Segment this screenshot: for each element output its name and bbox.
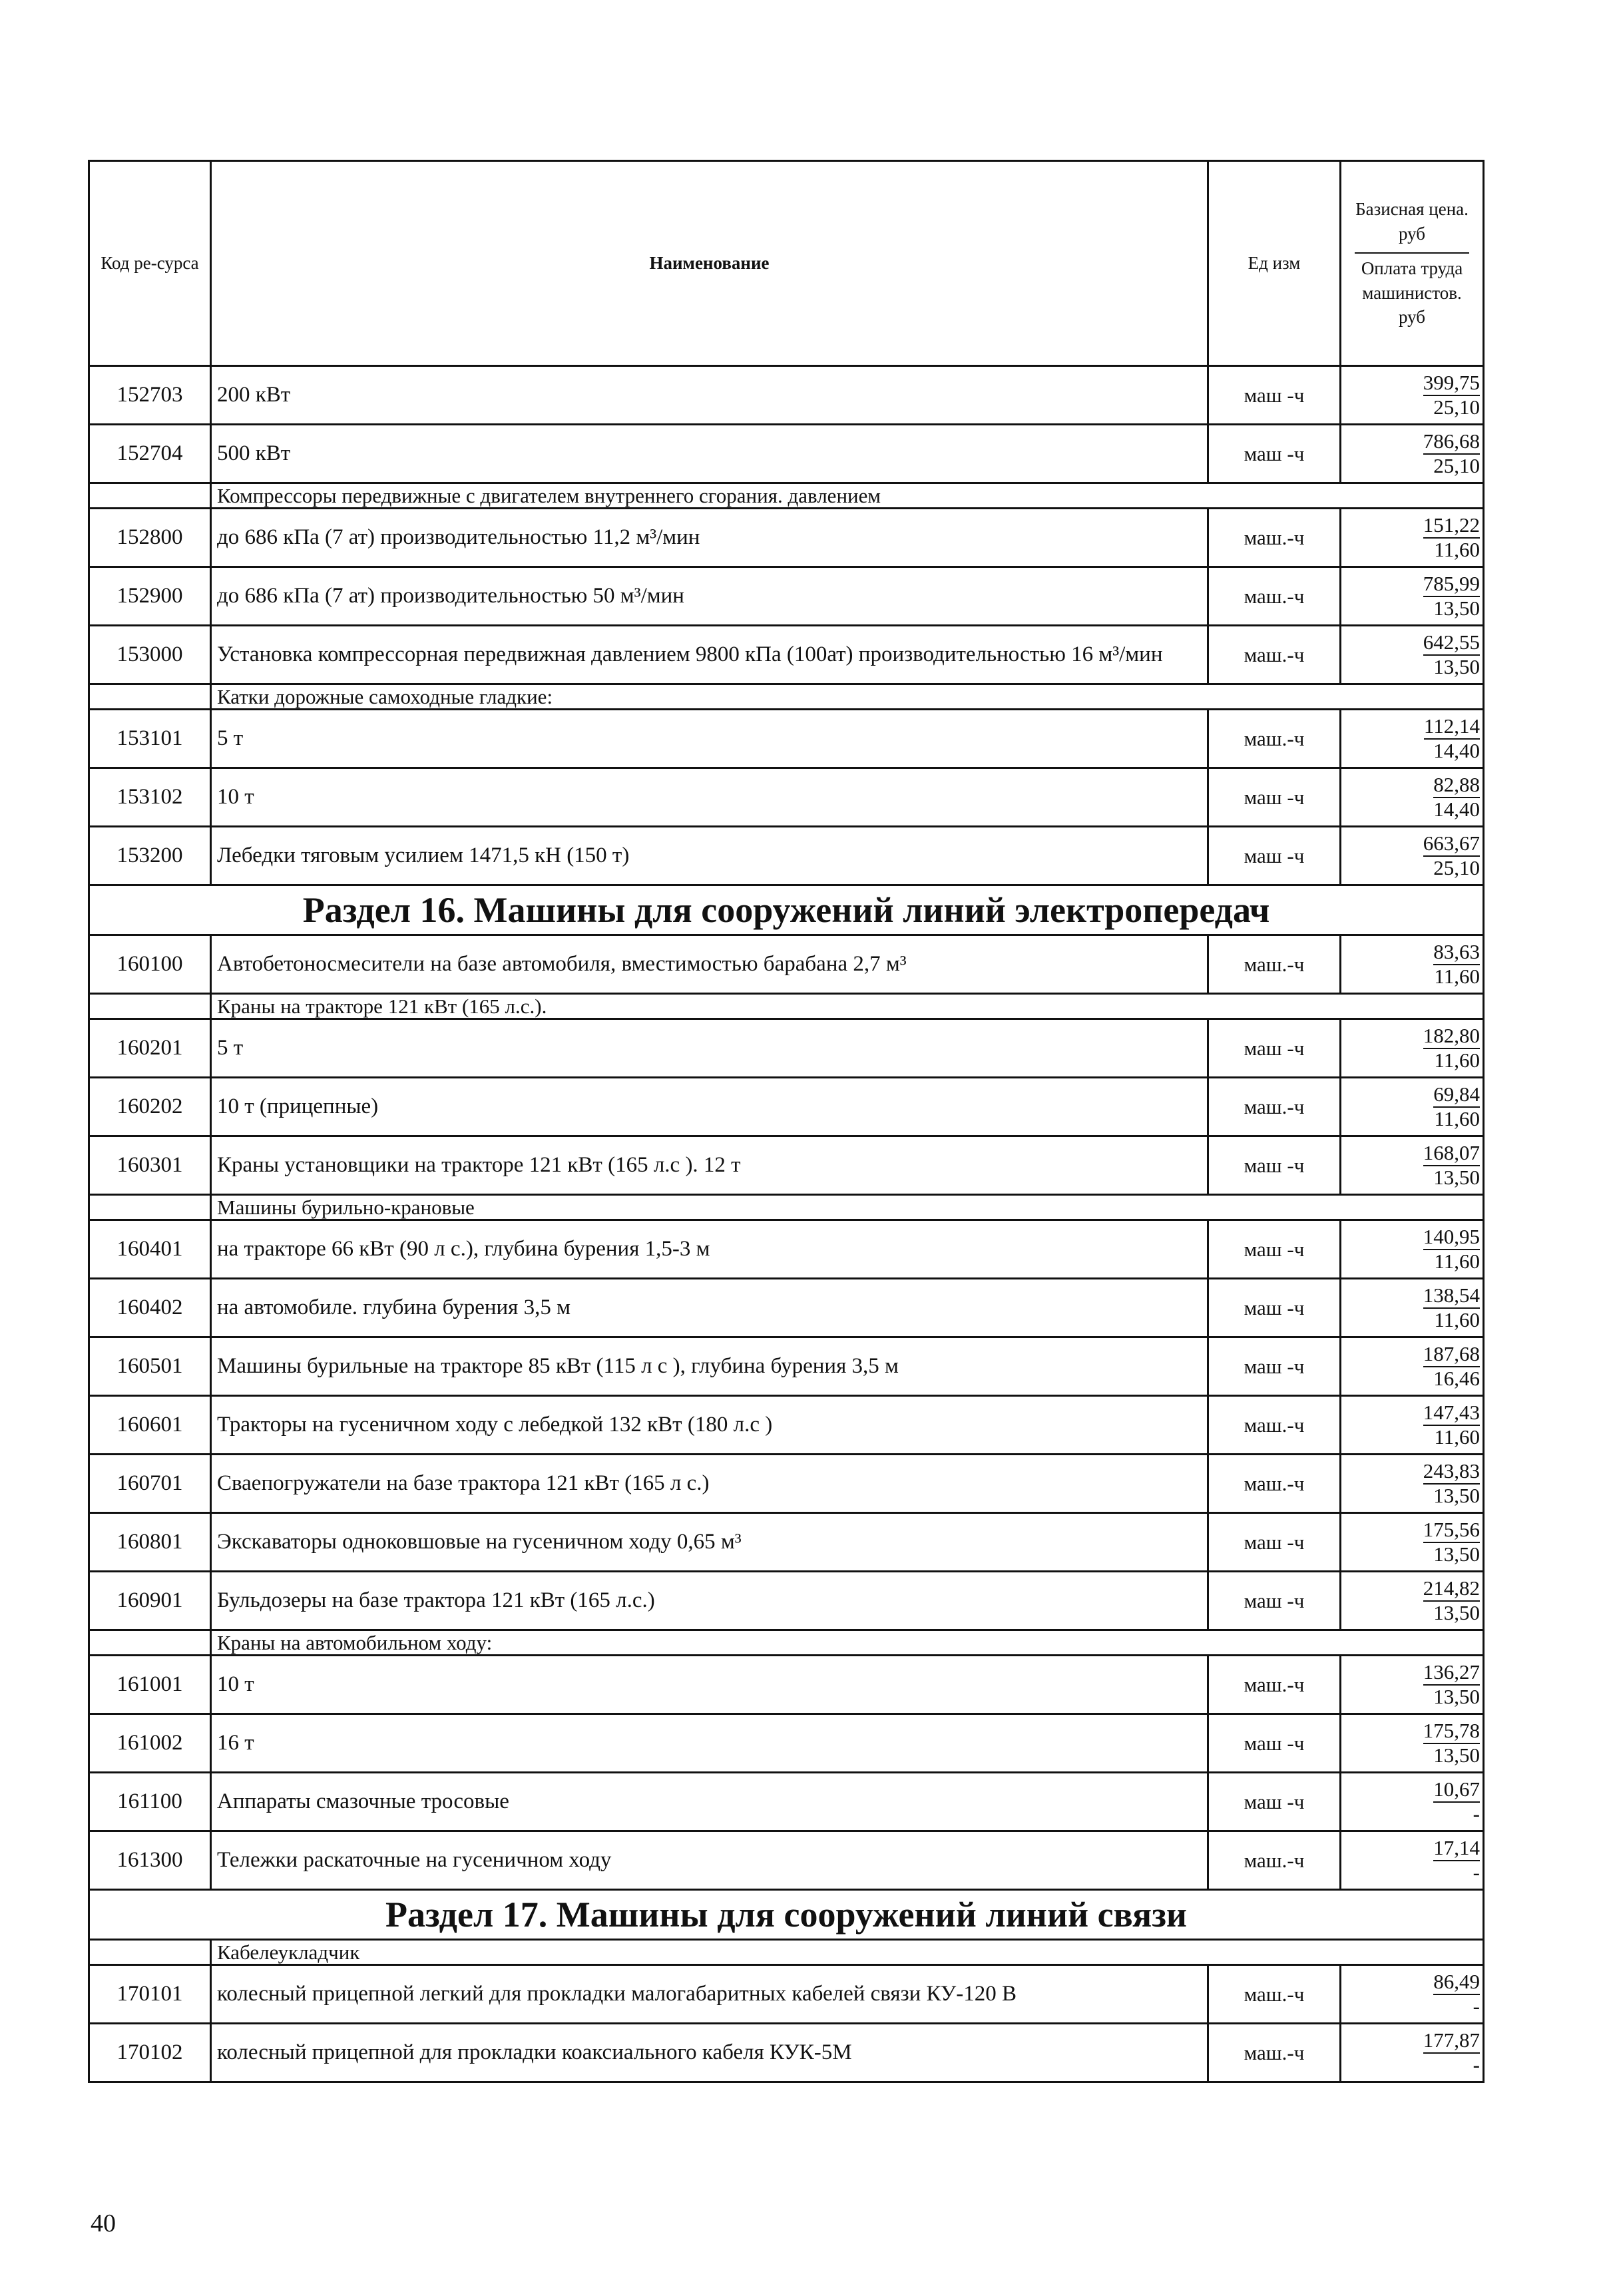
table-row xyxy=(89,1513,1484,1572)
base-price: 10,67 xyxy=(1433,1778,1480,1803)
resource-name xyxy=(211,1455,1208,1513)
unit: маш -ч xyxy=(1208,425,1341,483)
operator-wage: - xyxy=(1473,1801,1480,1825)
resource-name xyxy=(211,567,1208,626)
resource-name-text: 500 кВт xyxy=(217,441,291,466)
price-cell xyxy=(1341,425,1484,483)
operator-wage: - xyxy=(1473,1994,1480,2018)
resource-name-text: Аппараты смазочные тросовые xyxy=(217,1789,509,1814)
resource-name xyxy=(211,1136,1208,1195)
price-box xyxy=(1344,1460,1480,1507)
price-cell xyxy=(1341,1831,1484,1890)
operator-wage: 13,50 xyxy=(1433,1600,1480,1624)
base-price: 17,14 xyxy=(1433,1837,1480,1861)
resource-name-text: колесный прицепной легкий для прокладки малогабаритных кабелей связи КУ-120 В xyxy=(217,1982,1017,2006)
unit: маш -ч xyxy=(1208,1279,1341,1337)
group-title: Машины бурильно-крановые xyxy=(211,1195,1484,1220)
resource-name-text: Тракторы на гусеничном ходу с лебедкой 132 кВт (180 л.с ) xyxy=(217,1413,773,1437)
resource-name-text: 5 т xyxy=(217,726,244,751)
table-row xyxy=(89,1455,1484,1513)
resource-name-text: Краны установщики на тракторе 121 кВт (165 л.с ). 12 т xyxy=(217,1153,741,1178)
resource-name xyxy=(211,1220,1208,1279)
resource-name xyxy=(211,1337,1208,1396)
page-number: 40 xyxy=(91,2209,116,2237)
price-cell xyxy=(1341,1396,1484,1455)
base-price: 151,22 xyxy=(1423,514,1480,539)
price-box xyxy=(1344,1661,1480,1708)
operator-wage: 11,60 xyxy=(1434,1249,1480,1273)
operator-wage: 13,50 xyxy=(1433,1542,1480,1566)
price-cell xyxy=(1341,1279,1484,1337)
unit: маш -ч xyxy=(1208,768,1341,827)
table-row xyxy=(89,827,1484,885)
resource-name-text: Сваепогружатели на базе трактора 121 кВт (165 л с.) xyxy=(217,1471,710,1496)
resource-code: 161300 xyxy=(89,1831,211,1890)
price-cell xyxy=(1341,1965,1484,2024)
resource-name-text: 5 т xyxy=(217,1036,244,1060)
price-box xyxy=(1344,1518,1480,1566)
table-row xyxy=(89,1019,1484,1078)
base-price: 187,68 xyxy=(1423,1343,1480,1367)
resource-name xyxy=(211,768,1208,827)
table-row xyxy=(89,1220,1484,1279)
resource-name-text: Тележки раскаточные на гусеничном ходу xyxy=(217,1848,612,1873)
resource-name xyxy=(211,1019,1208,1078)
group-row xyxy=(89,1630,1484,1656)
price-box xyxy=(1344,514,1480,561)
header-price xyxy=(1341,161,1484,366)
unit: маш -ч xyxy=(1208,1337,1341,1396)
unit: маш.-ч xyxy=(1208,626,1341,684)
table-row xyxy=(89,626,1484,684)
group-code-cell xyxy=(89,994,211,1019)
resource-name-text: Установка компрессорная передвижная давлением 9800 кПа (100ат) производительностью 16 м³/мин xyxy=(217,642,1163,667)
operator-wage: 11,60 xyxy=(1434,1425,1480,1449)
group-code-cell xyxy=(89,1195,211,1220)
group-code-cell xyxy=(89,483,211,509)
price-cell xyxy=(1341,935,1484,994)
operator-wage: 11,60 xyxy=(1434,964,1480,988)
price-cell xyxy=(1341,1714,1484,1773)
resource-code: 161002 xyxy=(89,1714,211,1773)
price-box xyxy=(1344,1970,1480,2018)
operator-wage: 11,60 xyxy=(1434,537,1480,561)
resource-name xyxy=(211,509,1208,567)
resource-name xyxy=(211,2024,1208,2082)
unit: маш -ч xyxy=(1208,827,1341,885)
price-cell xyxy=(1341,1656,1484,1714)
resource-code: 152800 xyxy=(89,509,211,567)
base-price: 785,99 xyxy=(1423,573,1480,597)
section-row xyxy=(89,885,1484,935)
group-title: Краны на тракторе 121 кВт (165 л.с.). xyxy=(211,994,1484,1019)
resource-code: 152704 xyxy=(89,425,211,483)
unit: маш -ч xyxy=(1208,366,1341,425)
group-code-cell xyxy=(89,684,211,710)
header-price-base: Базисная цена. руб xyxy=(1355,199,1469,244)
price-cell xyxy=(1341,509,1484,567)
resource-code: 153200 xyxy=(89,827,211,885)
resource-name-text: 16 т xyxy=(217,1731,254,1755)
unit: маш.-ч xyxy=(1208,1455,1341,1513)
resource-name xyxy=(211,626,1208,684)
price-cell xyxy=(1341,1337,1484,1396)
resource-code: 153101 xyxy=(89,710,211,768)
price-box xyxy=(1344,1226,1480,1273)
resource-code: 160401 xyxy=(89,1220,211,1279)
unit: маш.-ч xyxy=(1208,1831,1341,1890)
operator-wage: 14,40 xyxy=(1433,738,1480,762)
table-row xyxy=(89,366,1484,425)
table-header xyxy=(89,161,1484,366)
base-price: 642,55 xyxy=(1423,631,1480,656)
operator-wage: 25,10 xyxy=(1433,855,1480,879)
header-price-wage: Оплата труда машинистов. руб xyxy=(1355,252,1469,329)
table-row xyxy=(89,1078,1484,1136)
base-price: 147,43 xyxy=(1423,1401,1480,1426)
unit: маш.-ч xyxy=(1208,1965,1341,2024)
resource-name xyxy=(211,1078,1208,1136)
price-table xyxy=(88,160,1485,2083)
unit: маш.-ч xyxy=(1208,2024,1341,2082)
table-row xyxy=(89,1279,1484,1337)
table-body xyxy=(89,366,1484,2082)
resource-name xyxy=(211,1965,1208,2024)
price-cell xyxy=(1341,1078,1484,1136)
group-row xyxy=(89,1940,1484,1965)
resource-code: 160901 xyxy=(89,1572,211,1630)
group-title: Краны на автомобильном ходу: xyxy=(211,1630,1484,1656)
resource-code: 160100 xyxy=(89,935,211,994)
resource-name-text: на автомобиле. глубина бурения 3,5 м xyxy=(217,1295,571,1320)
price-box xyxy=(1344,1083,1480,1130)
base-price: 86,49 xyxy=(1433,1970,1480,1995)
resource-code: 170102 xyxy=(89,2024,211,2082)
operator-wage: - xyxy=(1473,2052,1480,2076)
unit: маш -ч xyxy=(1208,1220,1341,1279)
price-box xyxy=(1344,631,1480,678)
price-cell xyxy=(1341,1019,1484,1078)
operator-wage: 13,50 xyxy=(1433,1483,1480,1507)
unit: маш -ч xyxy=(1208,1572,1341,1630)
price-cell xyxy=(1341,768,1484,827)
price-box xyxy=(1344,715,1480,762)
table-row xyxy=(89,1337,1484,1396)
header-code: Код ре-сурса xyxy=(89,161,211,366)
base-price: 112,14 xyxy=(1424,715,1480,740)
price-box xyxy=(1344,1343,1480,1390)
group-title: Кабелеукладчик xyxy=(211,1940,1484,1965)
resource-name xyxy=(211,1513,1208,1572)
resource-name-text: Автобетоносмесители на базе автомобиля, вместимостью барабана 2,7 м³ xyxy=(217,952,907,977)
resource-name-text: Бульдозеры на базе трактора 121 кВт (165 л.с.) xyxy=(217,1588,655,1613)
base-price: 214,82 xyxy=(1423,1577,1480,1602)
table-row xyxy=(89,509,1484,567)
resource-name-text: 10 т (прицепные) xyxy=(217,1094,379,1119)
table-row xyxy=(89,1656,1484,1714)
resource-name-text: Лебедки тяговым усилием 1471,5 кН (150 т) xyxy=(217,843,630,868)
resource-name xyxy=(211,1279,1208,1337)
price-box xyxy=(1344,573,1480,620)
resource-name xyxy=(211,1714,1208,1773)
table-row xyxy=(89,1773,1484,1831)
price-cell xyxy=(1341,1455,1484,1513)
base-price: 243,83 xyxy=(1423,1460,1480,1485)
resource-name xyxy=(211,425,1208,483)
header-name: Наименование xyxy=(211,161,1208,366)
resource-code: 152900 xyxy=(89,567,211,626)
unit: маш -ч xyxy=(1208,1714,1341,1773)
price-box xyxy=(1344,371,1480,419)
unit: маш.-ч xyxy=(1208,935,1341,994)
base-price: 69,84 xyxy=(1433,1083,1480,1108)
table-row xyxy=(89,1136,1484,1195)
group-row xyxy=(89,1195,1484,1220)
operator-wage: 11,60 xyxy=(1434,1307,1480,1331)
operator-wage: 14,40 xyxy=(1433,797,1480,821)
resource-name xyxy=(211,1396,1208,1455)
operator-wage: 25,10 xyxy=(1433,395,1480,419)
resource-name xyxy=(211,827,1208,885)
price-cell xyxy=(1341,1572,1484,1630)
resource-name xyxy=(211,1572,1208,1630)
resource-code: 160701 xyxy=(89,1455,211,1513)
operator-wage: 13,50 xyxy=(1433,1743,1480,1767)
table-row xyxy=(89,768,1484,827)
resource-code: 160402 xyxy=(89,1279,211,1337)
resource-name-text: колесный прицепной для прокладки коаксиального кабеля КУК-5М xyxy=(217,2040,852,2065)
unit: маш.-ч xyxy=(1208,509,1341,567)
group-row xyxy=(89,483,1484,509)
resource-code: 160202 xyxy=(89,1078,211,1136)
price-box xyxy=(1344,1837,1480,1884)
table-row xyxy=(89,1572,1484,1630)
price-cell xyxy=(1341,1136,1484,1195)
operator-wage: 11,60 xyxy=(1434,1106,1480,1130)
section-row xyxy=(89,1890,1484,1940)
price-cell xyxy=(1341,366,1484,425)
table-row xyxy=(89,567,1484,626)
price-box xyxy=(1344,1720,1480,1767)
price-cell xyxy=(1341,1220,1484,1279)
table-row xyxy=(89,2024,1484,2082)
price-box xyxy=(1344,774,1480,821)
table-row xyxy=(89,425,1484,483)
resource-name xyxy=(211,1831,1208,1890)
base-price: 663,67 xyxy=(1423,832,1480,857)
base-price: 177,87 xyxy=(1423,2029,1480,2054)
unit: маш.-ч xyxy=(1208,1656,1341,1714)
group-title: Катки дорожные самоходные гладкие: xyxy=(211,684,1484,710)
resource-code: 161001 xyxy=(89,1656,211,1714)
group-row xyxy=(89,684,1484,710)
unit: маш.-ч xyxy=(1208,567,1341,626)
base-price: 138,54 xyxy=(1423,1284,1480,1309)
price-box xyxy=(1344,1025,1480,1072)
resource-code: 160501 xyxy=(89,1337,211,1396)
base-price: 168,07 xyxy=(1423,1142,1480,1166)
price-box xyxy=(1344,2029,1480,2076)
resource-name xyxy=(211,1773,1208,1831)
resource-name-text: Машины бурильные на тракторе 85 кВт (115 л с ), глубина бурения 3,5 м xyxy=(217,1354,899,1379)
operator-wage: 25,10 xyxy=(1433,453,1480,477)
resource-code: 160201 xyxy=(89,1019,211,1078)
base-price: 786,68 xyxy=(1423,430,1480,455)
resource-name-text: 10 т xyxy=(217,1672,254,1697)
resource-code: 170101 xyxy=(89,1965,211,2024)
base-price: 83,63 xyxy=(1433,941,1480,965)
operator-wage: 16,46 xyxy=(1433,1366,1480,1390)
table-row xyxy=(89,1714,1484,1773)
resource-name-text: до 686 кПа (7 ат) производительностью 50 м³/мин xyxy=(217,584,684,608)
table-row xyxy=(89,1965,1484,2024)
resource-code: 153000 xyxy=(89,626,211,684)
price-cell xyxy=(1341,827,1484,885)
price-box xyxy=(1344,1284,1480,1331)
resource-code: 160601 xyxy=(89,1396,211,1455)
price-box xyxy=(1344,430,1480,477)
section-title: Раздел 17. Машины для сооружений линий связи xyxy=(89,1890,1484,1940)
resource-name xyxy=(211,710,1208,768)
operator-wage: 13,50 xyxy=(1433,654,1480,678)
header-unit: Ед изм xyxy=(1208,161,1341,366)
resource-code: 160801 xyxy=(89,1513,211,1572)
price-box xyxy=(1344,1577,1480,1624)
price-box xyxy=(1344,1778,1480,1825)
price-cell xyxy=(1341,1513,1484,1572)
group-code-cell xyxy=(89,1630,211,1656)
operator-wage: 13,50 xyxy=(1433,596,1480,620)
operator-wage: 13,50 xyxy=(1433,1684,1480,1708)
group-code-cell xyxy=(89,1940,211,1965)
resource-name-text: до 686 кПа (7 ат) производительностью 11,2 м³/мин xyxy=(217,525,700,550)
resource-name-text: на тракторе 66 кВт (90 л с.), глубина бурения 1,5-3 м xyxy=(217,1237,710,1262)
resource-name-text: 200 кВт xyxy=(217,383,291,407)
group-title: Компрессоры передвижные с двигателем внутреннего сгорания. давлением xyxy=(211,483,1484,509)
operator-wage: 13,50 xyxy=(1433,1165,1480,1189)
unit: маш.-ч xyxy=(1208,1396,1341,1455)
price-box xyxy=(1344,1142,1480,1189)
unit: маш -ч xyxy=(1208,1136,1341,1195)
base-price: 136,27 xyxy=(1423,1661,1480,1686)
operator-wage: 11,60 xyxy=(1434,1048,1480,1072)
resource-name xyxy=(211,366,1208,425)
table-row xyxy=(89,1396,1484,1455)
unit: маш.-ч xyxy=(1208,710,1341,768)
price-cell xyxy=(1341,2024,1484,2082)
unit: маш -ч xyxy=(1208,1773,1341,1831)
table-row xyxy=(89,1831,1484,1890)
resource-code: 152703 xyxy=(89,366,211,425)
price-cell xyxy=(1341,1773,1484,1831)
resource-code: 160301 xyxy=(89,1136,211,1195)
unit: маш.-ч xyxy=(1208,1078,1341,1136)
resource-name-text: Экскаваторы одноковшовые на гусеничном ходу 0,65 м³ xyxy=(217,1530,742,1554)
resource-name-text: 10 т xyxy=(217,785,254,809)
unit: маш -ч xyxy=(1208,1513,1341,1572)
section-title: Раздел 16. Машины для сооружений линий электропередач xyxy=(89,885,1484,935)
base-price: 140,95 xyxy=(1423,1226,1480,1250)
base-price: 175,56 xyxy=(1423,1518,1480,1543)
unit: маш -ч xyxy=(1208,1019,1341,1078)
resource-code: 161100 xyxy=(89,1773,211,1831)
base-price: 82,88 xyxy=(1433,774,1480,798)
base-price: 399,75 xyxy=(1423,371,1480,396)
resource-code: 153102 xyxy=(89,768,211,827)
price-box xyxy=(1344,832,1480,879)
base-price: 182,80 xyxy=(1423,1025,1480,1049)
group-row xyxy=(89,994,1484,1019)
resource-name xyxy=(211,935,1208,994)
base-price: 175,78 xyxy=(1423,1720,1480,1744)
table-row xyxy=(89,710,1484,768)
resource-name xyxy=(211,1656,1208,1714)
price-box xyxy=(1344,1401,1480,1449)
operator-wage: - xyxy=(1473,1860,1480,1884)
price-cell xyxy=(1341,567,1484,626)
price-cell xyxy=(1341,710,1484,768)
price-cell xyxy=(1341,626,1484,684)
table-row xyxy=(89,935,1484,994)
price-box xyxy=(1344,941,1480,988)
